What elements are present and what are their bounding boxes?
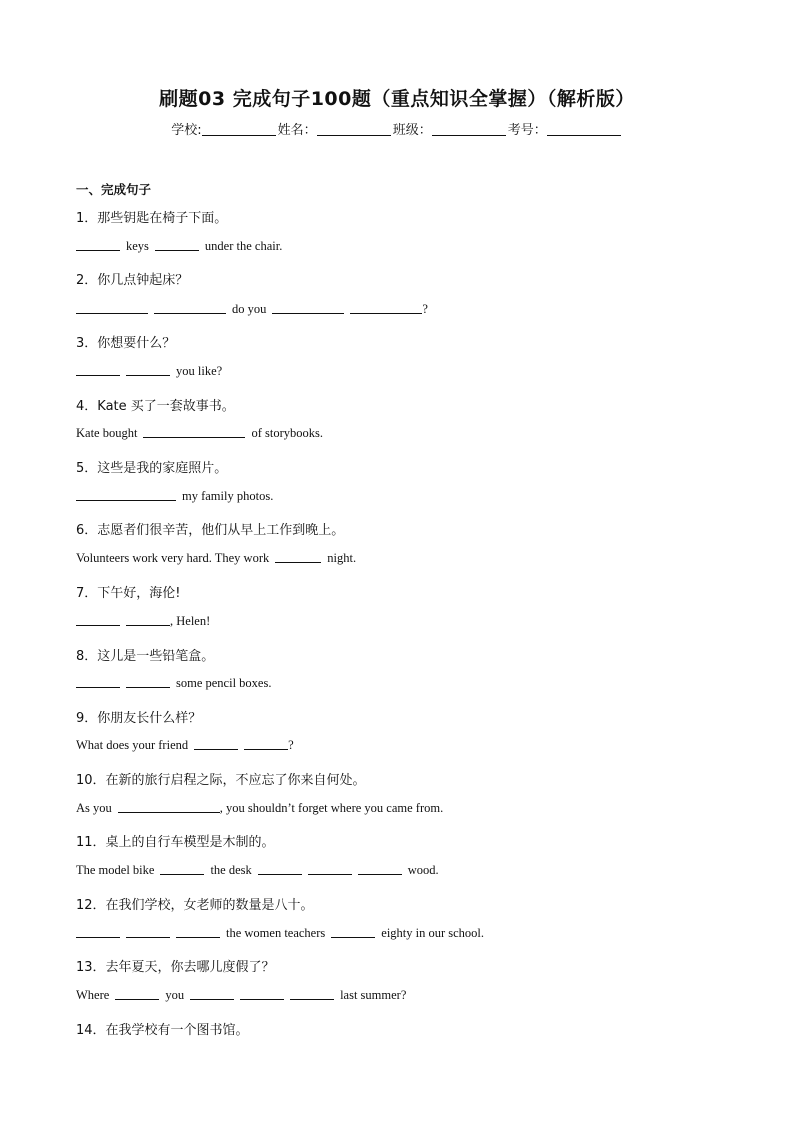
answer-blank[interactable]	[258, 863, 302, 875]
question-prompt: 7．下午好，海伦!	[76, 586, 181, 601]
answer-text: Where	[76, 988, 110, 1002]
answer-text: , Helen!	[170, 614, 211, 628]
answer-blank[interactable]	[143, 426, 245, 438]
school-blank[interactable]	[202, 123, 276, 136]
answer-blank[interactable]	[244, 738, 288, 750]
school-label: 学校:	[171, 123, 202, 138]
answer-line	[76, 614, 210, 629]
answer-line	[76, 302, 428, 317]
answer-text: you like?	[176, 364, 223, 378]
question-prompt: 10．在新的旅行启程之际，不应忘了你来自何处。	[76, 773, 366, 788]
answer-blank[interactable]	[76, 302, 148, 314]
answer-blank[interactable]	[308, 863, 352, 875]
answer-text: the women teachers	[226, 926, 326, 940]
question-prompt: 14．在我学校有一个图书馆。	[76, 1023, 249, 1038]
school-field[interactable]	[171, 119, 277, 138]
class-blank[interactable]	[432, 123, 506, 136]
section-heading: 一、完成句子	[76, 182, 152, 197]
question-prompt: 9．你朋友长什么样？	[76, 711, 202, 726]
answer-blank[interactable]	[194, 738, 238, 750]
answer-line	[76, 926, 484, 941]
answer-text: last summer?	[340, 988, 407, 1002]
answer-blank[interactable]	[126, 676, 170, 688]
answer-blank[interactable]	[154, 302, 226, 314]
question-prompt: 3．你想要什么？	[76, 336, 176, 351]
answer-text: Volunteers work very hard. They work	[76, 551, 270, 565]
question-prompt: 5．这些是我的家庭照片。	[76, 461, 228, 476]
answer-text: , you shouldn’t forget where you came from.	[219, 801, 444, 815]
answer-line	[76, 863, 439, 878]
answer-line	[76, 364, 222, 379]
answer-line	[76, 426, 323, 441]
answer-line	[76, 801, 443, 816]
question-prompt: 1．那些钥匙在椅子下面。	[76, 211, 228, 226]
answer-line	[76, 738, 294, 753]
answer-blank[interactable]	[76, 676, 120, 688]
answer-line	[76, 489, 273, 504]
name-label: 姓名：	[277, 123, 317, 138]
answer-line	[76, 239, 282, 254]
answer-text: eighty in our school.	[381, 926, 485, 940]
answer-text: my family photos.	[182, 489, 274, 503]
exam-no-blank[interactable]	[547, 123, 621, 136]
answer-blank[interactable]	[76, 614, 120, 626]
answer-text: wood.	[407, 863, 439, 877]
answer-text: of storybooks.	[251, 426, 323, 440]
answer-blank[interactable]	[76, 364, 120, 376]
answer-blank[interactable]	[160, 863, 204, 875]
answer-blank[interactable]	[155, 239, 199, 251]
answer-blank[interactable]	[290, 988, 334, 1000]
answer-text: As you	[76, 801, 112, 815]
answer-text: night.	[327, 551, 357, 565]
exam-no-label: 考号：	[507, 123, 547, 138]
answer-text: The model bike	[76, 863, 155, 877]
name-blank[interactable]	[317, 123, 391, 136]
answer-blank[interactable]	[115, 988, 159, 1000]
answer-text: do you	[232, 302, 267, 316]
answer-text: the desk	[210, 863, 252, 877]
question-prompt: 12．在我们学校，女老师的数量是八十。	[76, 898, 314, 913]
answer-blank[interactable]	[350, 302, 422, 314]
page-title: 刷题03 完成句子100题（重点知识全掌握）（解析版）	[159, 88, 635, 110]
question-prompt: 2．你几点钟起床？	[76, 273, 189, 288]
answer-blank[interactable]	[331, 926, 375, 938]
answer-blank[interactable]	[272, 302, 344, 314]
answer-text: some pencil boxes.	[176, 676, 272, 690]
answer-line	[76, 551, 356, 566]
answer-text: Kate bought	[76, 426, 138, 440]
question-prompt: 13．去年夏天，你去哪儿度假了？	[76, 960, 275, 975]
question-prompt: 8．这儿是一些铅笔盒。	[76, 649, 215, 664]
answer-blank[interactable]	[358, 863, 402, 875]
answer-text: under the chair.	[204, 239, 283, 253]
answer-line	[76, 988, 406, 1003]
class-field[interactable]	[393, 119, 508, 138]
answer-text: you	[165, 988, 185, 1002]
answer-text: ?	[422, 302, 428, 316]
name-field[interactable]	[278, 119, 393, 138]
answer-blank[interactable]	[126, 926, 170, 938]
answer-blank[interactable]	[76, 926, 120, 938]
answer-blank[interactable]	[76, 239, 120, 251]
answer-blank[interactable]	[240, 988, 284, 1000]
answer-blank[interactable]	[126, 614, 170, 626]
answer-blank[interactable]	[176, 926, 220, 938]
exam-no-field[interactable]	[508, 119, 623, 138]
answer-blank[interactable]	[190, 988, 234, 1000]
answer-text: What does your friend	[76, 738, 189, 752]
answer-line	[76, 676, 271, 691]
question-prompt: 4．Kate 买了一套故事书。	[76, 399, 235, 414]
answer-blank[interactable]	[275, 551, 321, 563]
answer-text: ?	[288, 738, 294, 752]
question-prompt: 11．桌上的自行车模型是木制的。	[76, 835, 275, 850]
answer-text: keys	[126, 239, 149, 253]
student-info-line	[0, 119, 794, 138]
question-prompt: 6．志愿者们很辛苦，他们从早上工作到晚上。	[76, 523, 345, 538]
class-label: 班级：	[392, 123, 432, 138]
answer-blank[interactable]	[76, 489, 176, 501]
answer-blank[interactable]	[118, 801, 220, 813]
answer-blank[interactable]	[126, 364, 170, 376]
